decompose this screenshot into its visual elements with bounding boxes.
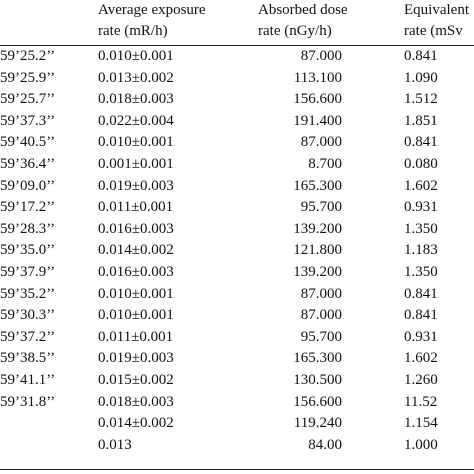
coordinate-cell: 59’37.2’’ <box>0 328 56 345</box>
exposure-rate-cell: 0.014±0.002 <box>98 415 174 432</box>
coordinate-cell: 59’35.2’’ <box>0 285 56 302</box>
table-row <box>0 435 474 457</box>
absorbed-dose-cell: 130.500 <box>293 371 342 388</box>
exposure-rate-cell: 0.010±0.001 <box>98 134 174 151</box>
exposure-rate-cell: 0.010±0.001 <box>98 285 174 302</box>
absorbed-dose-cell: 87.000 <box>300 285 342 302</box>
absorbed-dose-cell: 156.600 <box>293 91 342 108</box>
coordinate-cell: 59’25.2’’ <box>0 48 56 64</box>
header-dose-line1: Absorbed dose <box>258 2 348 18</box>
equivalent-dose-cell: 11.52 <box>404 393 438 410</box>
absorbed-dose-cell: 113.100 <box>293 69 342 86</box>
exposure-rate-cell: 0.018±0.003 <box>98 91 174 108</box>
absorbed-dose-cell: 165.300 <box>293 177 342 194</box>
absorbed-dose-cell: 139.200 <box>293 220 342 237</box>
absorbed-dose-cell: 121.800 <box>293 242 342 259</box>
table-row <box>0 284 474 306</box>
equivalent-dose-cell: 0.841 <box>404 285 438 302</box>
table-row <box>0 305 474 327</box>
table-row <box>0 154 474 176</box>
exposure-rate-cell: 0.019±0.003 <box>98 350 174 367</box>
bottom-rule <box>0 469 474 470</box>
exposure-rate-cell: 0.014±0.002 <box>98 242 174 259</box>
equivalent-dose-cell: 1.183 <box>404 242 438 259</box>
equivalent-dose-cell: 0.841 <box>404 48 438 64</box>
coordinate-cell: 59’37.9’’ <box>0 263 56 280</box>
exposure-rate-cell: 0.010±0.001 <box>98 307 174 324</box>
equivalent-dose-cell: 0.931 <box>404 199 438 216</box>
exposure-rate-cell: 0.022±0.004 <box>98 112 174 129</box>
equivalent-dose-cell: 1.602 <box>404 350 438 367</box>
header-exposure-line2: rate (mR/h) <box>98 23 168 39</box>
absorbed-dose-cell: 87.000 <box>300 134 342 151</box>
header-dose-line2: rate (nGy/h) <box>258 23 332 39</box>
equivalent-dose-cell: 1.090 <box>404 69 438 86</box>
exposure-rate-cell: 0.011±0.001 <box>98 199 174 216</box>
equivalent-dose-cell: 1.602 <box>404 177 438 194</box>
coordinate-cell: 59’17.2’’ <box>0 199 56 216</box>
table-row <box>0 240 474 262</box>
exposure-rate-cell: 0.010±0.001 <box>98 48 174 64</box>
exposure-rate-cell: 0.013±0.002 <box>98 69 174 86</box>
absorbed-dose-cell: 165.300 <box>293 350 342 367</box>
absorbed-dose-cell: 87.000 <box>300 307 342 324</box>
coordinate-cell: 59’36.4’’ <box>0 155 56 172</box>
table-row <box>0 370 474 392</box>
equivalent-dose-cell: 1.000 <box>404 436 438 453</box>
header-exposure-line1: Average exposure <box>98 2 206 18</box>
table-row <box>0 89 474 111</box>
exposure-rate-cell: 0.011±0.001 <box>98 328 174 345</box>
equivalent-dose-cell: 1.851 <box>404 112 438 129</box>
coordinate-cell: 59’25.9’’ <box>0 69 56 86</box>
table-row <box>0 348 474 370</box>
coordinate-cell: 59’40.5’’ <box>0 134 56 151</box>
coordinate-cell: 59’25.7’’ <box>0 91 56 108</box>
coordinate-cell: 59’28.3’’ <box>0 220 56 237</box>
coordinate-cell: 59’38.5’’ <box>0 350 56 367</box>
equivalent-dose-cell: 1.350 <box>404 220 438 237</box>
table-row <box>0 262 474 284</box>
exposure-rate-cell: 0.015±0.002 <box>98 371 174 388</box>
absorbed-dose-cell: 95.700 <box>300 199 342 216</box>
absorbed-dose-cell: 139.200 <box>293 263 342 280</box>
table-row <box>0 413 474 435</box>
exposure-rate-cell: 0.016±0.003 <box>98 263 174 280</box>
exposure-rate-cell: 0.013 <box>98 436 132 453</box>
equivalent-dose-cell: 1.260 <box>404 371 438 388</box>
table-row <box>0 68 474 90</box>
absorbed-dose-cell: 156.600 <box>293 393 342 410</box>
absorbed-dose-cell: 95.700 <box>300 328 342 345</box>
coordinate-cell: 59’35.0’’ <box>0 242 56 259</box>
coordinate-cell: 59’09.0’’ <box>0 177 56 194</box>
coordinate-cell: 59’30.3’’ <box>0 307 56 324</box>
absorbed-dose-cell: 8.700 <box>308 155 342 172</box>
exposure-rate-cell: 0.001±0.001 <box>98 155 174 172</box>
absorbed-dose-cell: 84.00 <box>308 436 342 453</box>
table-row <box>0 197 474 219</box>
equivalent-dose-cell: 0.841 <box>404 307 438 324</box>
header-equiv-line1: Equivalent <box>404 2 469 18</box>
exposure-rate-cell: 0.018±0.003 <box>98 393 174 410</box>
table-row <box>0 46 474 68</box>
exposure-rate-cell: 0.016±0.003 <box>98 220 174 237</box>
coordinate-cell: 59’37.3’’ <box>0 112 56 129</box>
table-row <box>0 176 474 198</box>
table-row <box>0 111 474 133</box>
coordinate-cell: 59’41.1’’ <box>0 371 56 388</box>
table-row <box>0 392 474 414</box>
table-body <box>0 46 474 456</box>
equivalent-dose-cell: 0.931 <box>404 328 438 345</box>
equivalent-dose-cell: 0.841 <box>404 134 438 151</box>
equivalent-dose-cell: 1.512 <box>404 91 438 108</box>
absorbed-dose-cell: 119.240 <box>293 415 342 432</box>
equivalent-dose-cell: 1.350 <box>404 263 438 280</box>
absorbed-dose-cell: 191.400 <box>293 112 342 129</box>
equivalent-dose-cell: 0.080 <box>404 155 438 172</box>
coordinate-cell: 59’31.8’’ <box>0 393 56 410</box>
table-row <box>0 132 474 154</box>
header-equiv-line2: rate (mSv <box>404 23 463 39</box>
exposure-rate-cell: 0.019±0.003 <box>98 177 174 194</box>
absorbed-dose-cell: 87.000 <box>300 48 342 64</box>
equivalent-dose-cell: 1.154 <box>404 415 438 432</box>
table-row <box>0 219 474 241</box>
table-row <box>0 327 474 349</box>
